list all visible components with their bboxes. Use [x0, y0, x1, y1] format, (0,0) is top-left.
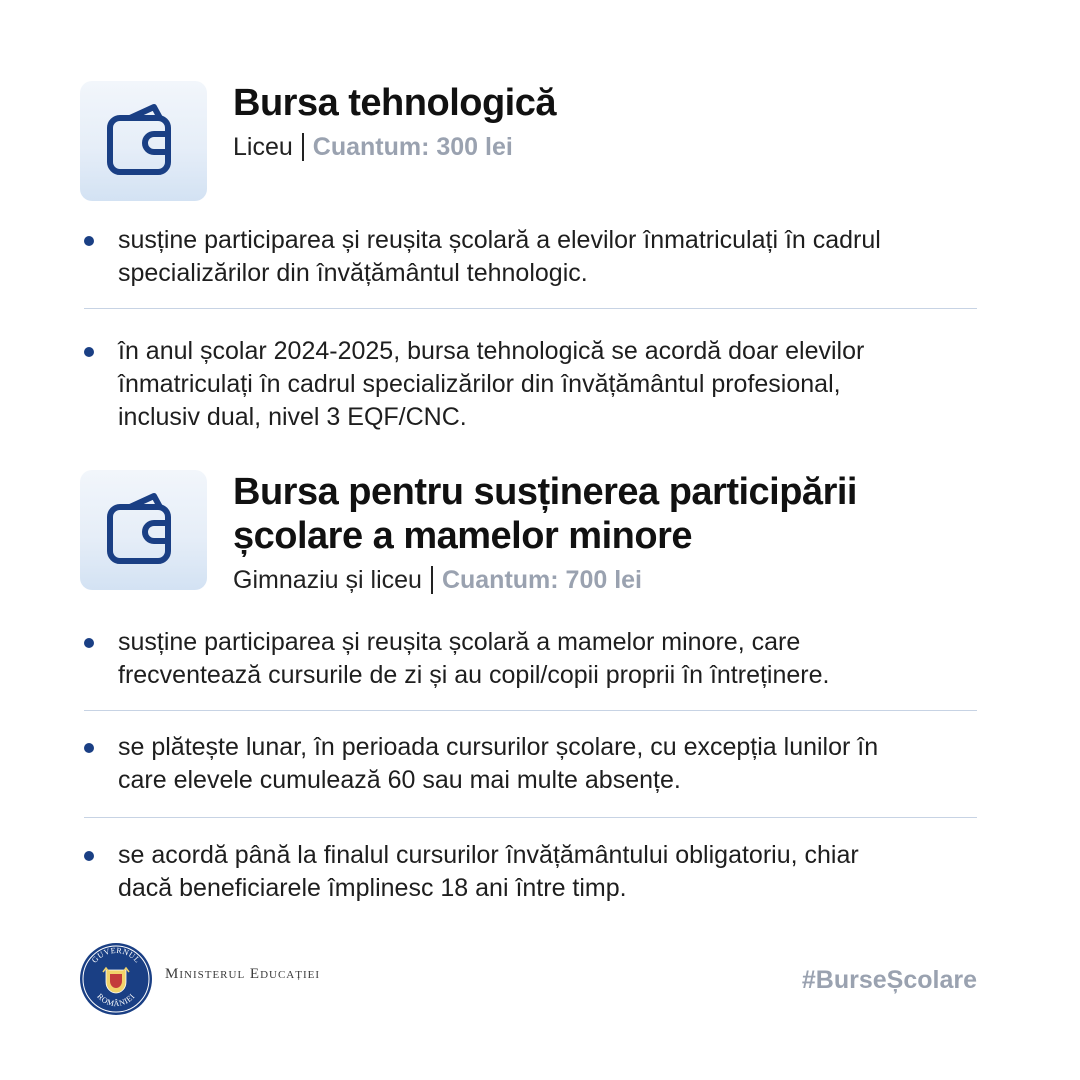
bullet-line: în anul școlar 2024-2025, bursa tehnologică se acordă doar elevilor [118, 337, 865, 365]
bullet-list [84, 335, 977, 434]
divider-line [84, 710, 977, 711]
bullet-line: specializărilor din învățământul tehnologic. [118, 259, 588, 287]
list-item [84, 626, 977, 692]
list-item [84, 335, 977, 434]
bullet-line: susține participarea și reușita școlară a mamelor minore, care [118, 628, 801, 656]
government-seal-icon [79, 942, 153, 1016]
wallet-icon [104, 491, 184, 569]
icon-tile [80, 81, 207, 201]
section-title [233, 470, 857, 558]
list-item [84, 731, 977, 797]
amount-label: Cuantum: 300 lei [312, 133, 513, 161]
amount-label: Cuantum: 700 lei [441, 566, 643, 594]
divider [431, 566, 433, 594]
bullet-dot [84, 851, 94, 861]
hashtag: #BurseȘcolare [801, 966, 977, 994]
section-header [80, 470, 857, 596]
svg-text:GUVERNUL: GUVERNUL [89, 945, 143, 965]
bullet-list [84, 839, 977, 905]
section-subtitle [233, 564, 857, 596]
bullet-list [84, 224, 977, 290]
bullet-dot [84, 638, 94, 648]
bullet-line: susține participarea și reușita școlară a elevilor înmatriculați în cadrul [118, 226, 881, 254]
bullet-line: înmatriculați în cadrul specializărilor din învățământul profesional, [118, 370, 841, 398]
section-title-line: Bursa tehnologică [233, 82, 556, 124]
section-title-line: Bursa pentru susținerea participării [233, 471, 857, 513]
bullet-line: dacă beneficiarele împlinesc 18 ani între timp. [118, 874, 627, 902]
bullet-dot [84, 347, 94, 357]
bullet-dot [84, 236, 94, 246]
divider-line [84, 308, 977, 309]
icon-tile [80, 470, 207, 590]
list-item [84, 839, 977, 905]
level-label: Liceu [233, 133, 293, 161]
bullet-dot [84, 743, 94, 753]
ministry-name: Ministerul Educației [165, 966, 321, 982]
divider [302, 133, 304, 161]
bullet-line: frecventează cursurile de zi și au copil/copii proprii în întreținere. [118, 661, 830, 689]
svg-text:ROMÂNIEI: ROMÂNIEI [95, 991, 137, 1009]
level-label: Gimnaziu și liceu [233, 566, 422, 594]
bullet-list [84, 626, 977, 692]
bullet-line: inclusiv dual, nivel 3 EQF/CNC. [118, 403, 467, 431]
bullet-line: se acordă până la finalul cursurilor învățământului obligatoriu, chiar [118, 841, 859, 869]
list-item [84, 224, 977, 290]
section-header [80, 81, 556, 201]
section-subtitle [233, 131, 556, 163]
section-title-line: școlare a mamelor minore [233, 515, 692, 557]
bullet-line: se plătește lunar, în perioada cursurilor școlare, cu excepția lunilor în [118, 733, 879, 761]
divider-line [84, 817, 977, 818]
bullet-line: care elevele cumulează 60 sau mai multe absențe. [118, 766, 681, 794]
wallet-icon [104, 102, 184, 180]
bullet-list [84, 731, 977, 797]
section-title [233, 81, 556, 125]
